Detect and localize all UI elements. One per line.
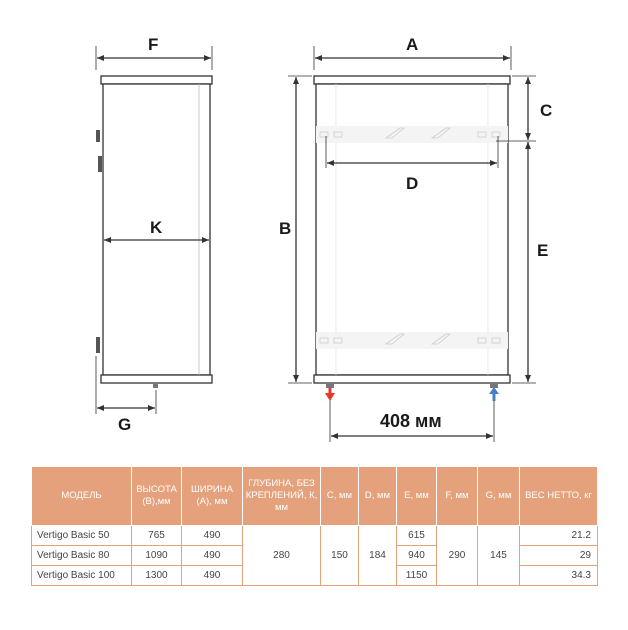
cell-e: 940 xyxy=(397,546,437,566)
cell-width: 490 xyxy=(182,546,243,566)
cell-depth: 280 xyxy=(243,526,321,586)
cell-model: Vertigo Basic 100 xyxy=(32,566,132,586)
cold-water-inlet xyxy=(489,383,499,401)
cell-width: 490 xyxy=(182,566,243,586)
label-a: A xyxy=(406,35,419,54)
header-d: D, мм xyxy=(359,467,397,526)
header-width: ШИРИНА (А), мм xyxy=(182,467,243,526)
side-bracket-bottom xyxy=(96,337,100,353)
header-depth: ГЛУБИНА, БЕЗ КРЕПЛЕНИЙ, К, мм xyxy=(243,467,321,526)
table-row xyxy=(32,526,598,546)
header-f: F, мм xyxy=(437,467,478,526)
side-bracket-mid xyxy=(98,156,102,172)
header-e: E, мм xyxy=(397,467,437,526)
cell-width: 490 xyxy=(182,526,243,546)
side-bottom-cap xyxy=(101,375,212,383)
cell-model: Vertigo Basic 80 xyxy=(32,546,132,566)
label-g: G xyxy=(118,415,132,434)
header-model: МОДЕЛЬ xyxy=(32,467,132,526)
cell-height: 1090 xyxy=(132,546,182,566)
header-g: G, мм xyxy=(478,467,520,526)
label-pipe-distance: 408 мм xyxy=(380,411,442,431)
table-header-row xyxy=(32,467,598,526)
hot-water-outlet xyxy=(325,383,335,401)
cell-height: 1300 xyxy=(132,566,182,586)
cell-g: 145 xyxy=(478,526,520,586)
cell-d: 184 xyxy=(359,526,397,586)
cell-weight: 34.3 xyxy=(520,566,598,586)
header-weight: ВЕС НЕТТО, кг xyxy=(520,467,598,526)
spec-table xyxy=(31,466,598,586)
label-e: E xyxy=(537,241,549,260)
cell-model: Vertigo Basic 50 xyxy=(32,526,132,546)
label-b: B xyxy=(279,219,292,238)
label-d: D xyxy=(406,174,419,193)
cell-c: 150 xyxy=(321,526,359,586)
front-bottom-cap xyxy=(314,375,510,383)
label-k: K xyxy=(150,218,163,237)
cell-e: 1150 xyxy=(397,566,437,586)
side-top-cap xyxy=(101,76,212,84)
cell-e: 615 xyxy=(397,526,437,546)
label-c: C xyxy=(540,101,553,120)
side-connector xyxy=(153,383,158,388)
side-bracket-top xyxy=(96,130,100,142)
cell-f: 290 xyxy=(437,526,478,586)
cell-weight: 21.2 xyxy=(520,526,598,546)
cell-height: 765 xyxy=(132,526,182,546)
mounting-band-bottom xyxy=(316,332,508,349)
cell-weight: 29 xyxy=(520,546,598,566)
front-top-cap xyxy=(314,76,510,84)
header-c: C, мм xyxy=(321,467,359,526)
label-f: F xyxy=(148,35,159,54)
mounting-band-top xyxy=(316,126,508,143)
header-height: ВЫСОТА (В),мм xyxy=(132,467,182,526)
